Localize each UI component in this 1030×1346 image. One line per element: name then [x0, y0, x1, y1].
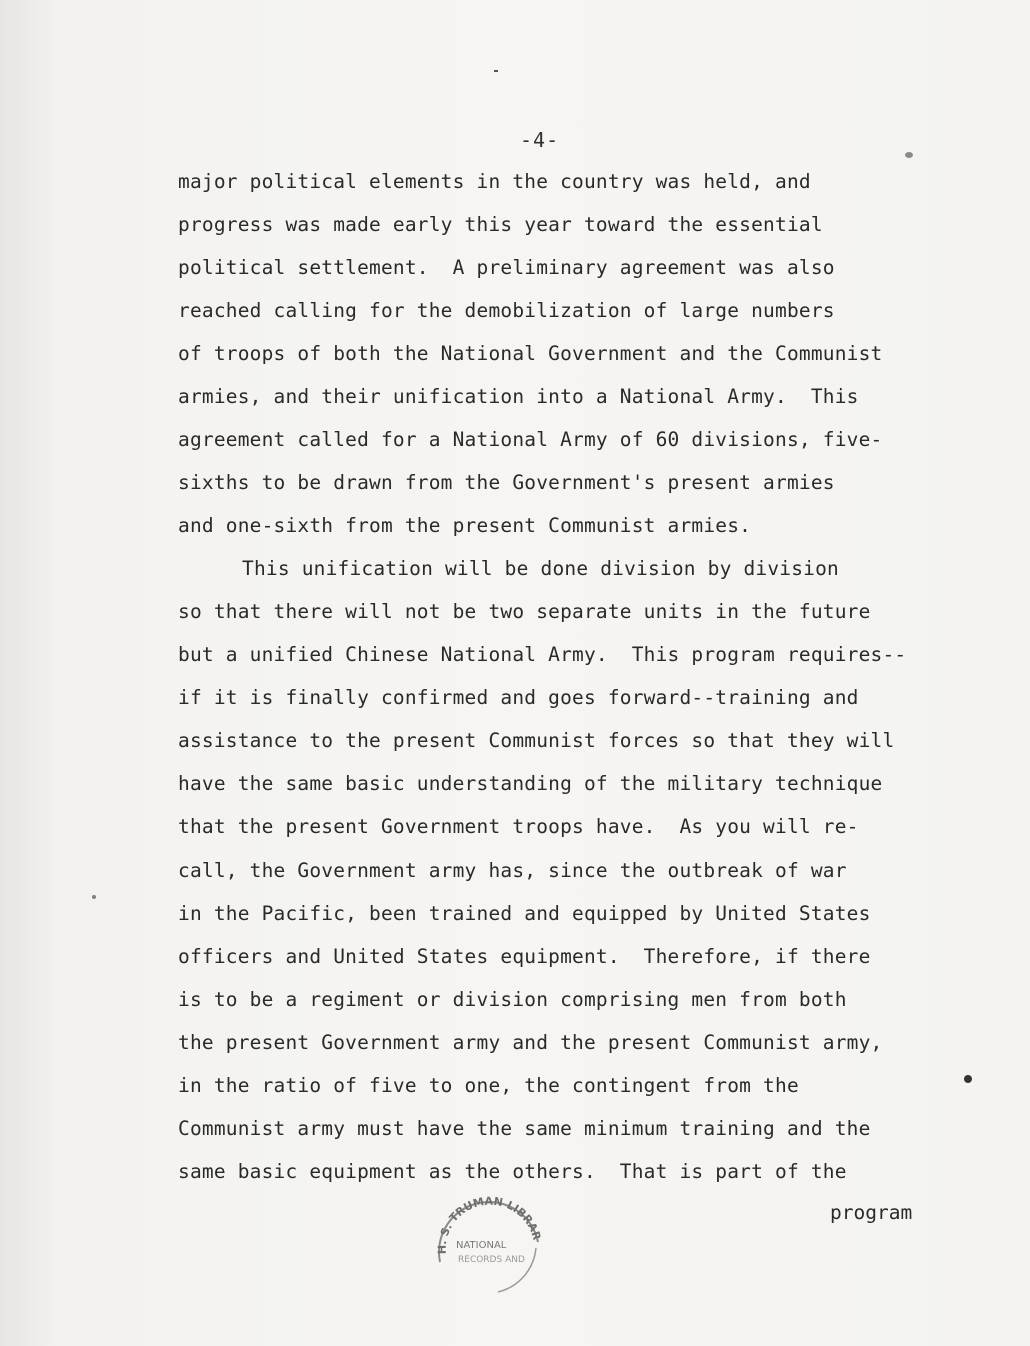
stamp-top-text: H. S. TRUMAN LIBRAR	[435, 1194, 544, 1255]
text-line: have the same basic understanding of the military technique	[178, 772, 883, 796]
text-line: major political elements in the country was held, and	[178, 170, 811, 193]
text-line: agreement called for a National Army of 60 divisions, five-	[178, 428, 883, 452]
text-line: the present Government army and the present Communist army,	[178, 1030, 883, 1054]
catchword: program	[830, 1201, 913, 1224]
body-text	[178, 165, 978, 1198]
stamp-mid-text: NATIONAL	[456, 1240, 507, 1251]
archive-stamp	[428, 1192, 548, 1300]
ink-speck	[905, 152, 913, 158]
text-line: of troops of both the National Government and the Communist	[178, 342, 883, 366]
text-line: sixths to be drawn from the Government's present armies	[178, 471, 835, 495]
text-line: in the Pacific, been trained and equipped by United States	[178, 901, 871, 925]
text-line: is to be a regiment or division comprising men from both	[178, 987, 847, 1011]
dash-mark	[494, 70, 498, 72]
text-line: This unification will be done division by division	[242, 557, 839, 581]
text-line: armies, and their unification into a National Army. This	[178, 385, 859, 409]
text-line: officers and United States equipment. Therefore, if there	[178, 944, 871, 968]
page-number: -4-	[520, 128, 560, 152]
text-line: progress was made early this year toward the essential	[178, 213, 823, 237]
text-line: political settlement. A preliminary agreement was also	[178, 256, 835, 280]
ink-speck	[92, 895, 96, 899]
text-line: reached calling for the demobilization of large numbers	[178, 299, 835, 323]
text-line: assistance to the present Communist forces so that they will	[178, 729, 895, 753]
text-line: call, the Government army has, since the outbreak of war	[178, 858, 847, 882]
text-line: that the present Government troops have. As you will re-	[178, 815, 859, 839]
text-line: in the ratio of five to one, the contingent from the	[178, 1073, 799, 1097]
text-line: and one-sixth from the present Communist armies.	[178, 514, 752, 538]
text-line: Communist army must have the same minimum training and the	[178, 1116, 871, 1140]
text-line: so that there will not be two separate units in the future	[178, 600, 871, 624]
ink-dot	[964, 1075, 972, 1083]
text-line: same basic equipment as the others. That is part of the	[178, 1159, 847, 1183]
text-line: if it is finally confirmed and goes forward--training and	[178, 686, 859, 710]
stamp-low-text: RECORDS AND	[458, 1255, 525, 1265]
text-line: but a unified Chinese National Army. This program requires--	[178, 643, 907, 667]
